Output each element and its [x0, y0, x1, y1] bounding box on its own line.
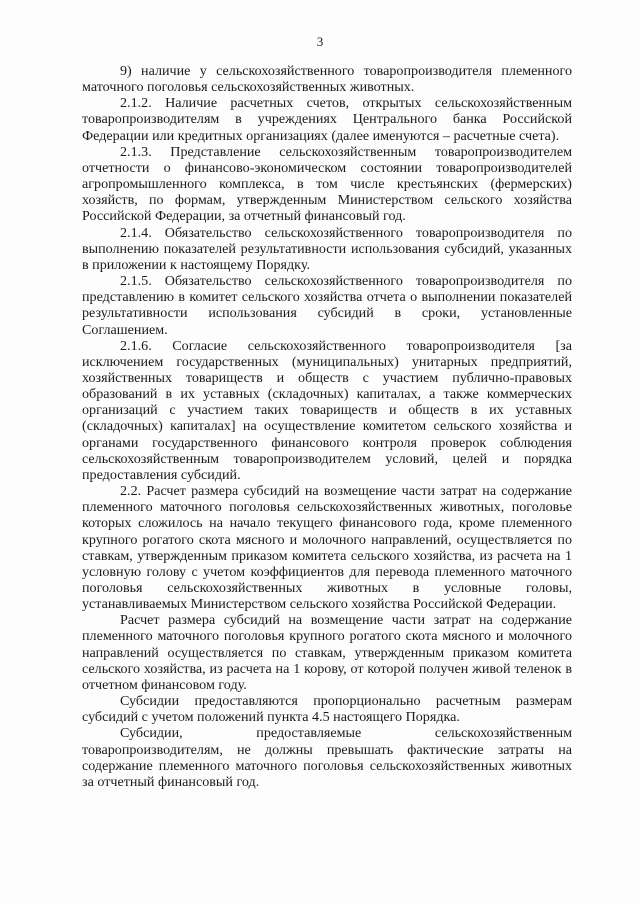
paragraph-2-1-4: 2.1.4. Обязательство сельскохозяйственного товаропроизводителя по выполнению показателей результативности использования субсидий, указанных в приложении к настоящему Порядку.	[82, 224, 572, 273]
paragraph-item-9: 9) наличие у сельскохозяйственного товаропроизводителя племенного маточного поголовья сельскохозяйственных животных.	[82, 63, 572, 96]
paragraph-2-1-5: 2.1.5. Обязательство сельскохозяйственного товаропроизводителя по представлению в комитет сельского хозяйства отчета о выполнении показателей результативности использования субсидий в сроки, установленные Соглашением.	[82, 273, 572, 338]
page-number: 3	[316, 34, 324, 49]
paragraph-proportional: Субсидии предоставляются пропорционально расчетным размерам субсидий с учетом положений пункта 4.5 настоящего Порядка.	[82, 693, 572, 726]
paragraph-2-1-2: 2.1.2. Наличие расчетных счетов, открытых сельскохозяйственным товаропроизводителям в учреждениях Центрального банка Российской Федерации или кредитных организациях (далее именуются – расчетные счета).	[82, 95, 572, 144]
paragraph-2-1-6: 2.1.6. Согласие сельскохозяйственного товаропроизводителя [за исключением государственных (муниципальных) унитарных предприятий, хозяйственных товариществ и обществ с участием публично-правовых образований в их уставных (складочных) капиталах, а также коммерческих организаций с участием таких товариществ и обществ в их уставных (складочных) капиталах] на осуществление комитетом сельского хозяйства и органами государственного финансового контроля проверок соблюдения сельскохозяйственным товаропроизводителем условий, целей и порядка предоставления субсидий.	[82, 337, 572, 483]
paragraph-limit: Субсидии, предоставляемые сельскохозяйственным товаропроизводителям, не должны превышать фактические затраты на содержание племенного маточного поголовья сельскохозяйственных животных за отчетный финансовый год.	[82, 725, 572, 790]
document-body	[82, 63, 572, 790]
paragraph-2-2: 2.2. Расчет размера субсидий на возмещение части затрат на содержание племенного маточного поголовья сельскохозяйственных животных, поголовье которых сложилось на начало текущего финансового года, кроме племенного крупного рогатого скота мясного и молочного направлений, осуществляется по ставкам, утвержденным приказом комитета сельского хозяйства, из расчета на 1 условную голову с учетом коэффициентов для перевода племенного маточного поголовья сельскохозяйственных животных в условные головы, устанавливаемых Министерством сельского хозяйства Российской Федерации.	[82, 483, 572, 613]
paragraph-2-1-3: 2.1.3. Представление сельскохозяйственным товаропроизводителем отчетности о финансово-экономическом состоянии товаропроизводителей агропромышленного комплекса, в том числе крестьянских (фермерских) хозяйств, по формам, утвержденным Министерством сельского хозяйства Российской Федерации, за отчетный финансовый год.	[82, 143, 572, 225]
paragraph-cattle-calculation: Расчет размера субсидий на возмещение части затрат на содержание племенного маточного поголовья крупного рогатого скота мясного и молочного направлений осуществляется по ставкам, утвержденным приказом комитета сельского хозяйства, из расчета на 1 корову, от которой получен живой теленок в отчетном финансовом году.	[82, 612, 572, 693]
